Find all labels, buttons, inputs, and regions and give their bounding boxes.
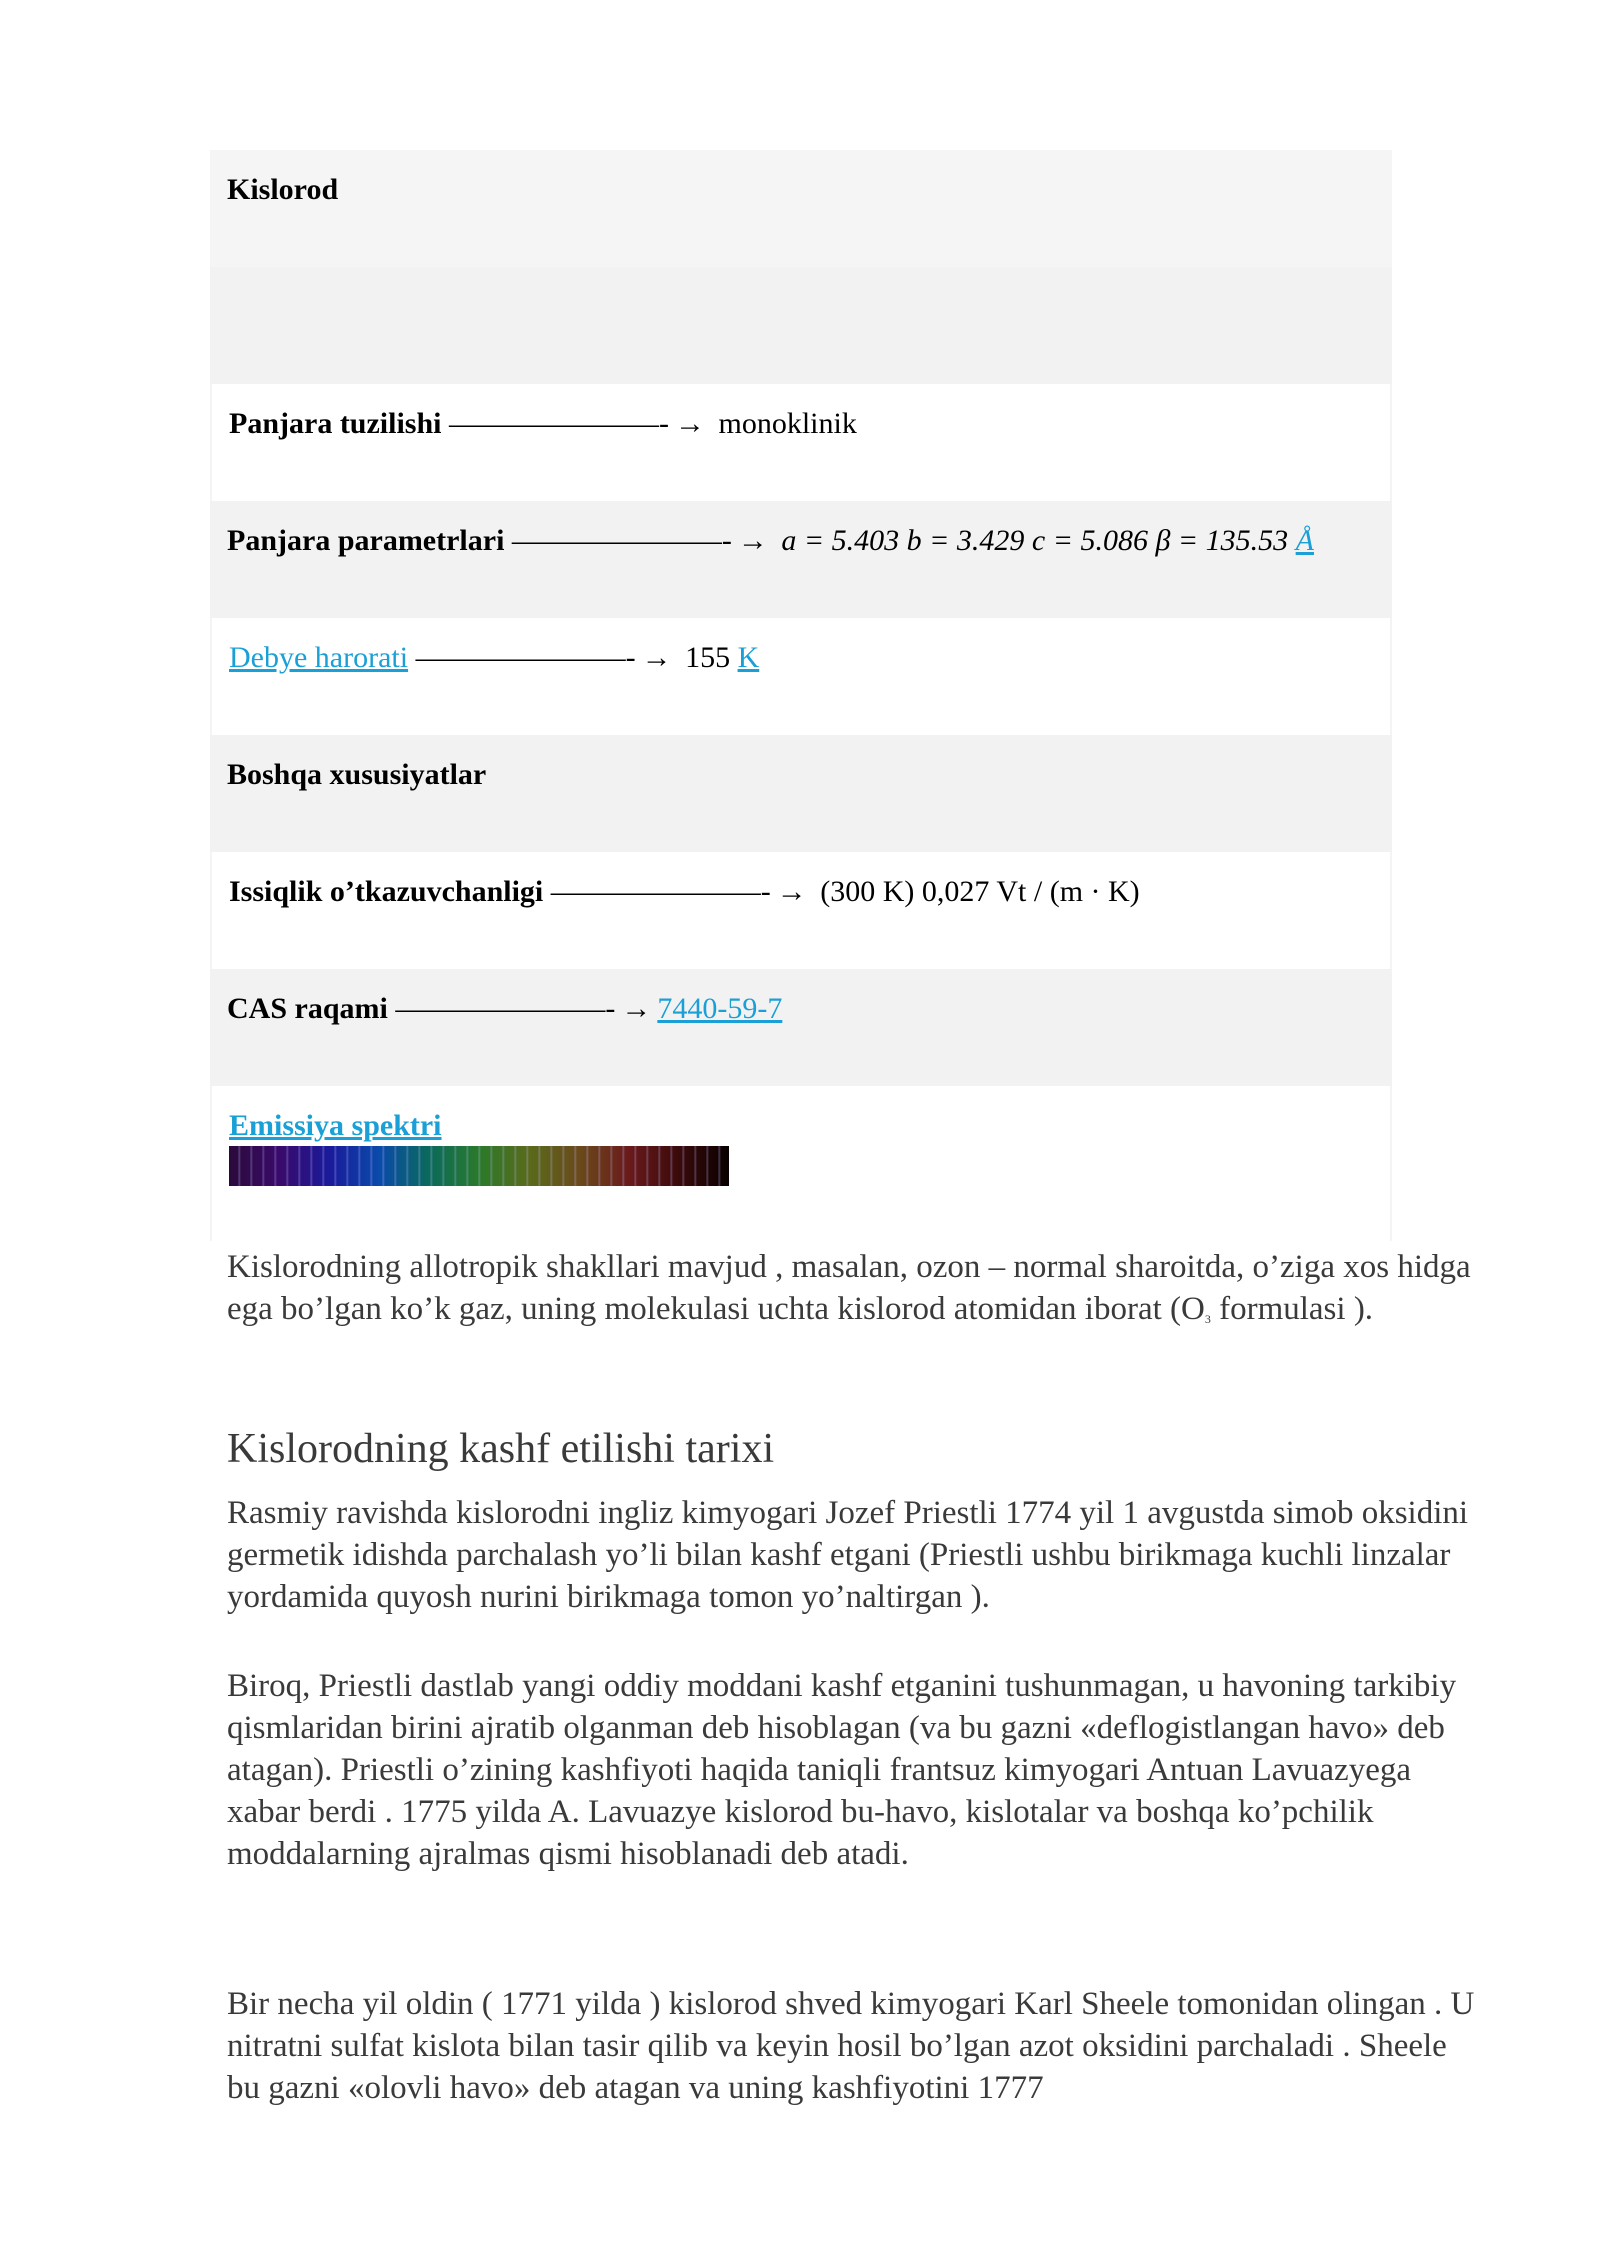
section-heading: Kislorodning kashf etilishi tarixi [227,1426,775,1472]
arrow-icon: → [737,524,768,557]
paragraph-text: formulasi ). [1210,1291,1374,1327]
paragraph-text: Kislorodning allotropik shakllari mavjud , masalan, ozon – normal sharoitda, o’ziga xos hidga ega bo’lgan ko’k gaz, uning molekulasi uchta kislorod atomidan iborat (O [227,1249,1471,1327]
lattice-params-value: a = 5.403 b = 3.429 c = 5.086 β = 135.53 [781,524,1289,557]
paragraph-scheele: Bir necha yil oldin ( 1771 yilda ) kislorod shved kimyogari Karl Sheele tomonidan olingan . U nitratni sulfat kislota bilan tasir qilib va keyin hosil bo’lgan azot oksidini parchaladi . Sheele bu gazni «olovli havo» deb atagan va uning kashfiyotini 1777 [227,1986,1475,2106]
infobox-image-row [210,267,1392,384]
lattice-params-label: Panjara parametrlari [227,524,505,557]
thermal-row [210,852,1392,969]
emission-spectrum-image [229,1146,729,1186]
thermal-label: Issiqlik o’tkazuvchanligi [229,875,544,908]
lattice-structure-row [210,384,1392,501]
infobox [210,150,1392,1241]
subscript: 3 [1204,1312,1211,1326]
cas-label: CAS raqami [227,992,388,1025]
dash-line: ———————- [449,407,670,440]
thermal-value: (300 K) 0,027 Vt / (m · K) [820,875,1140,908]
arrow-icon: → [641,641,672,674]
debye-link[interactable]: Debye harorati [229,641,409,674]
lattice-structure-label: Panjara tuzilishi [229,407,442,440]
arrow-icon: → [675,407,706,440]
debye-value: 155 [685,641,731,674]
cas-link[interactable]: 7440-59-7 [657,992,783,1025]
dash-line: ———————- [511,524,732,557]
lattice-params-row [210,501,1392,618]
dash-line: ———————- [415,641,636,674]
infobox-title: Kislorod [227,173,339,206]
paragraph-priestley: Rasmiy ravishda kislorodni ingliz kimyogari Jozef Priestli 1774 yil 1 avgustda simob oksidini germetik idishda parchalash yo’li bilan kashf etgani (Priestli ushbu birikmaga kuchli linzalar yordamida quyosh nurini birikmaga tomon yo’naltirgan ). [227,1495,1469,1615]
kelvin-link[interactable]: K [737,641,760,674]
dash-line: ———————- [550,875,771,908]
angstrom-link[interactable]: Å [1295,524,1314,557]
cas-row [210,969,1392,1086]
infobox-title-row [210,150,1392,267]
other-props-heading: Boshqa xususiyatlar [227,758,487,791]
other-props-row [210,735,1392,852]
emission-row [210,1086,1392,1241]
emission-link[interactable]: Emissiya spektri [229,1109,442,1142]
lattice-structure-value: monoklinik [718,407,857,440]
arrow-icon: → [776,875,807,908]
arrow-icon: → [621,992,652,1025]
dash-line: ———————- [395,992,616,1025]
paragraph-allotropes [227,1246,1487,1340]
debye-row [210,618,1392,735]
paragraph-lavoisier: Biroq, Priestli dastlab yangi oddiy moddani kashf etganini tushunmagan, u havoning tarkibiy qismlaridan birini ajratib olganman deb hisoblagan (va bu gazni «deflogistlangan havo» deb atagan). Priestli o’zining kashfiyoti haqida taniqli frantsuz kimyogari Antuan Lavuazyega xabar berdi . 1775 yilda A. Lavuazye kislorod bu-havo, kislotalar va boshqa ko’pchilik moddalarning ajralmas qismi hisoblanadi deb atadi. [227,1668,1457,1872]
